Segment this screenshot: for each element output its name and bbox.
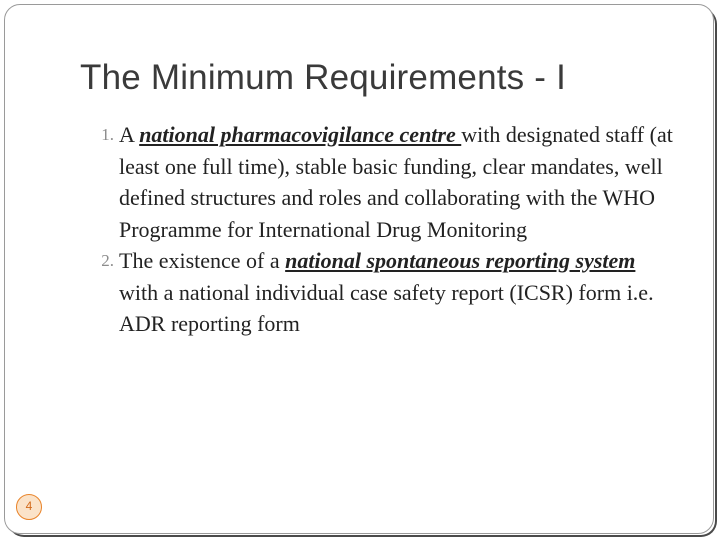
list-item-text: with a national individual case safety report (ICSR) form i.e. ADR reporting form: [119, 279, 654, 336]
list-item-text: The existence of a: [119, 248, 286, 273]
requirements-list: [78, 119, 678, 340]
page-number-badge: 4: [16, 494, 42, 520]
list-item-number: 1.: [101, 125, 114, 144]
list-item-text: A: [119, 122, 140, 147]
list-item-text: with designated staff (at least one full time), stable basic funding, clear mandates, well defined structures and roles and collaborating with the WHO Programme for International Drug Monitoring: [119, 122, 673, 242]
list-item: [78, 245, 678, 340]
list-item-emphasis: national pharmacovigilance centre: [139, 122, 462, 147]
list-item-emphasis: national spontaneous reporting system: [285, 248, 636, 273]
slide-title: The Minimum Requirements - I: [80, 58, 567, 97]
list-item-number: 2.: [101, 251, 114, 270]
list-item: [78, 119, 678, 245]
